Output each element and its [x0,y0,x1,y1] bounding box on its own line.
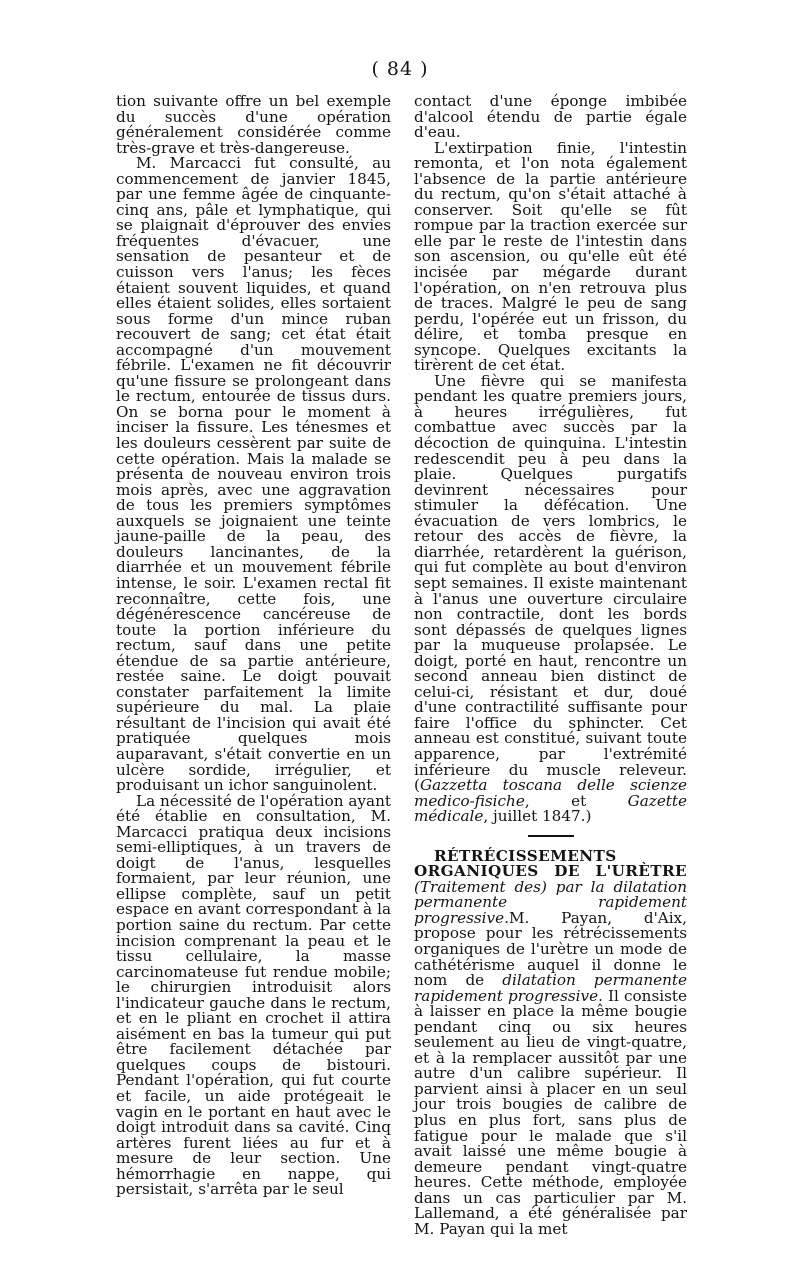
left-paragraph-1: tion suivante offre un bel exemple du succès d'une opération généralement considérée comme très-grave et très-dangereuse. [116,92,391,157]
article-subtitle: (Traitement des) par la dilatation permanente rapidement progressive. [414,877,687,927]
article-intro: M. Payan, d'Aix, propose pour les rétrécissements organiques de l'urètre un mode de cathétérisme auquel il donne le nom de [414,908,687,990]
left-paragraph-3: La nécessité de l'opération ayant été établie en consultation, M. Marcacci pratiqua deux incisions semi-elliptiques, à un travers de doigt de l'anus, lesquelles formaient, par leur réunion, une ellipse complète, sauf un petit espace en avant correspondant à la portion saine du rectum. Par cette incision comprenant la peau et le tissu cellulaire, la masse carcinomateuse fut rendue mobile; le chirurgien introduisit alors l'indicateur gauche dans le rectum, et en le pliant en crochet il attira aisément en bas la tumeur qui put être facilement détachée par quelques coups de bistouri. Pendant l'opération, qui fut courte et facile, un aide protégeait le vagin en le portant en haut avec le doigt introduit dans sa cavité. Cinq artères furent liées au fur et à mesure de leur section. Une hémorrhagie en nappe, qui persistait, s'arrêta par le seul [116,791,391,1199]
right-column [414,94,687,1237]
article-heading: RÉTRÉCISSEMENTS ORGANIQUES DE L'URÈTRE [414,846,687,881]
citation-open: ( [414,776,420,795]
citation-mid: , et [524,791,628,810]
citation-source-2: Gazette médicale [414,791,687,826]
citation-source: Gazzetta toscana delle scienze medico-fisiche [414,776,687,810]
right-paragraph-3 [414,371,687,826]
right-paragraph-2: L'extirpation finie, l'intestin remonta, et l'on nota également l'absence de la partie antérieure du rectum, qu'on s'était attaché à conserver. Soit qu'elle se fût rompue par la traction exercée sur elle par le reste de l'intestin dans son ascension, ou qu'elle eût été incisée par mégarde durant l'opération, on n'en retrouva plus de traces. Malgré le peu de sang perdu, l'opérée eut un frisson, du délire, et tomba presque en syncope. Quelques excitants la tirèrent de cet état. [414,138,687,375]
left-column [116,94,391,1198]
page-number: ( 84 ) [371,58,429,80]
article-paragraph [414,846,687,1238]
article-separator [528,835,574,837]
citation-end: , juillet 1847.) [483,807,592,826]
right-paragraph-1: contact d'une éponge imbibée d'alcool étendu de partie égale d'eau. [414,92,687,142]
right-paragraph-3-text: Une fièvre qui se manifesta pendant les quatre premiers jours, à heures irrégulières, fut combattue avec succès par la décoction de quinquina. L'intestin redescendit peu à peu dans la plaie. Quelques purgatifs devinrent nécessaires pour stimuler la défécation. Une évacuation de vers lombrics, le retour des accès de fièvre, la diarrhée, retardèrent la guérison, qui fut complète au bout d'environ sept semaines. Il existe maintenant à l'anus une ouverture circulaire non contractile, dont les bords sont dépassés de quelques lignes par la muqueuse prolapsée. Le doigt, porté en haut, rencontre un second anneau bien distinct de celui-ci, résistant et dur, doué d'une contractilité suffisante pour faire l'office du sphincter. Cet anneau est constitué, suivant toute apparence, par l'extrémité inférieure du muscle releveur. [414,371,687,779]
article-term: dilatation permanente rapidement progressive [414,971,687,1005]
article-body: . Il consiste à laisser en place la même bougie pendant cinq ou six heures seulement au lieu de vingt-quatre, et à la remplacer aussitôt par une autre d'un calibre supérieur. Il parvient ainsi à placer en un seul jour trois bougies de calibre de plus en plus fort, sans plus de fatigue pour le malade que s'il avait laissé une même bougie à demeure pendant vingt-quatre heures. Cette méthode, employée dans un cas particulier par M. Lallemand, a été généralisée par M. Payan qui la met [414,986,687,1238]
left-paragraph-2: M. Marcacci fut consulté, au commencement de janvier 1845, par une femme âgée de cinquante-cinq ans, pâle et lymphatique, qui se plaignait d'éprouver des envies fréquentes d'évacuer, une sensation de pesanteur et de cuisson vers l'anus; les fèces étaient souvent liquides, et quand elles étaient solides, elles sortaient sous forme d'un mince ruban recouvert de sang; cet état était accompagné d'un mouvement fébrile. L'examen ne fit découvrir qu'une fissure se prolongeant dans le rectum, entourée de tissus durs. On se borna pour le moment à inciser la fissure. Les ténesmes et les douleurs cessèrent par suite de cette opération. Mais la malade se présenta de nouveau environ trois mois après, avec une aggravation de tous les premiers symptômes auxquels se joignaient une teinte jaune-paille de la peau, des douleurs lancinantes, de la diarrhée et un mouvement fébrile intense, le soir. L'examen rectal fit reconnaître, cette fois, une dégénérescence cancéreuse de toute la portion inférieure du rectum, sauf dans une petite étendue de sa partie antérieure, restée saine. Le doigt pouvait constater parfaitement la limite supérieure du mal. La plaie résultant de l'incision qui avait été pratiquée quelques mois auparavant, s'était convertie en un ulcère sordide, irrégulier, et produisant un ichor sanguinolent. [116,154,391,795]
